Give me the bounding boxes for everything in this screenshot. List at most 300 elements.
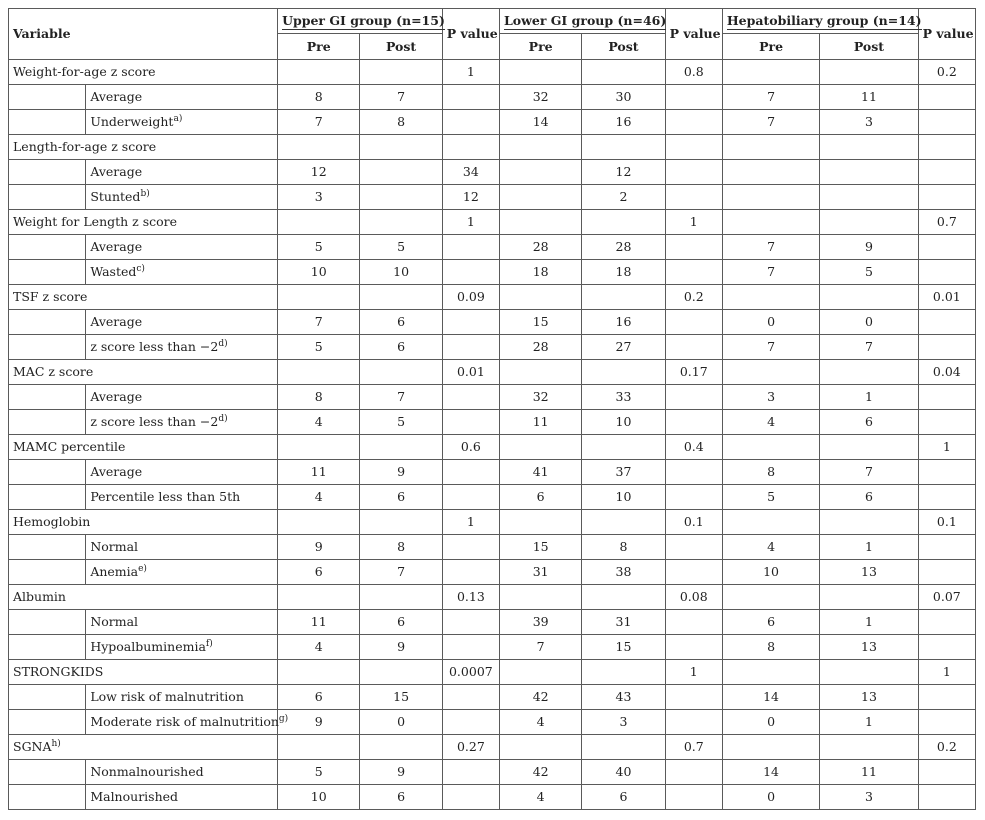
indent-cell: [9, 335, 86, 360]
hepato-pre-cell: 8: [722, 460, 819, 485]
category-row: [9, 135, 976, 160]
row-label-text: Nonmalnourished: [90, 764, 204, 779]
lower-pre-cell: 4: [499, 785, 581, 810]
lower-pre-cell: 39: [499, 610, 581, 635]
indent-cell: [9, 535, 86, 560]
table-row: [9, 335, 976, 360]
lower-p-value-cell: [665, 185, 722, 210]
post-header: Post: [360, 34, 442, 60]
lower-pre-cell: 28: [499, 235, 581, 260]
row-label-text: Normal: [90, 614, 139, 629]
upper-p-value-cell: [442, 135, 499, 160]
indent-cell: [9, 85, 86, 110]
upper-pre-cell: 10: [278, 785, 360, 810]
upper-post-cell: 9: [360, 760, 442, 785]
upper-post-cell: 8: [360, 110, 442, 135]
lower-post-cell: [582, 510, 665, 535]
footnote-marker: g): [278, 714, 289, 724]
lower-pre-cell: [499, 510, 581, 535]
table-row: [9, 760, 976, 785]
lower-p-value-cell: [665, 685, 722, 710]
subcategory-label: [86, 85, 278, 110]
category-label: [9, 285, 278, 310]
upper-post-cell: [360, 510, 442, 535]
hepato-p-value-cell: [918, 460, 975, 485]
hepato-pre-cell: [722, 185, 819, 210]
group-label: Lower GI group (n=46): [503, 13, 667, 28]
hepato-pre-cell: [722, 60, 819, 85]
hepato-post-cell: 3: [820, 110, 918, 135]
hepato-pre-cell: 7: [722, 110, 819, 135]
lower-p-value-cell: 1: [665, 210, 722, 235]
indent-cell: [9, 310, 86, 335]
lower-p-value-cell: 0.2: [665, 285, 722, 310]
indent-cell: [9, 635, 86, 660]
upper-p-value-cell: [442, 535, 499, 560]
hepato-pre-cell: [722, 210, 819, 235]
upper-pre-cell: 4: [278, 635, 360, 660]
hepato-post-cell: 1: [820, 610, 918, 635]
upper-post-cell: 7: [360, 385, 442, 410]
upper-post-cell: 0: [360, 710, 442, 735]
lower-post-cell: 31: [582, 610, 665, 635]
hepato-post-cell: 11: [820, 760, 918, 785]
indent-cell: [9, 160, 86, 185]
row-label-text: Weight-for-age z score: [13, 64, 156, 79]
hepato-pre-cell: 10: [722, 560, 819, 585]
row-label-text: Stunted: [90, 189, 141, 204]
upper-p-value-cell: [442, 785, 499, 810]
row-label-text: z score less than −2: [90, 339, 219, 354]
lower-p-value-cell: [665, 335, 722, 360]
upper-pre-cell: [278, 360, 360, 385]
category-label: [9, 585, 278, 610]
hepato-p-value-cell: [918, 135, 975, 160]
table-row: [9, 635, 976, 660]
category-label: [9, 360, 278, 385]
lower-post-cell: 18: [582, 260, 665, 285]
subcategory-label: [86, 410, 278, 435]
hepato-post-cell: [820, 160, 918, 185]
table-row: [9, 260, 976, 285]
hepato-p-value-cell: [918, 110, 975, 135]
table-row: [9, 785, 976, 810]
category-label: [9, 60, 278, 85]
hepato-post-cell: [820, 435, 918, 460]
upper-post-cell: [360, 60, 442, 85]
lower-p-value-cell: [665, 760, 722, 785]
upper-p-value-cell: [442, 635, 499, 660]
upper-pre-cell: 5: [278, 235, 360, 260]
table-row: [9, 460, 976, 485]
upper-post-cell: 7: [360, 560, 442, 585]
hepato-p-value-cell: 1: [918, 435, 975, 460]
footnote-marker: e): [138, 564, 147, 574]
hepato-p-value-cell: 0.1: [918, 510, 975, 535]
row-label-text: Average: [90, 389, 143, 404]
pre-header: Pre: [278, 34, 360, 60]
footnote-marker: h): [51, 739, 61, 749]
upper-pre-cell: 4: [278, 485, 360, 510]
table-row: [9, 85, 976, 110]
upper-pre-cell: 12: [278, 160, 360, 185]
upper-post-cell: [360, 435, 442, 460]
upper-pre-cell: [278, 510, 360, 535]
hepato-p-value-cell: [918, 85, 975, 110]
lower-post-cell: [582, 435, 665, 460]
indent-cell: [9, 235, 86, 260]
lower-post-cell: 37: [582, 460, 665, 485]
hepato-post-cell: [820, 360, 918, 385]
row-label-text: Average: [90, 164, 143, 179]
lower-post-cell: [582, 660, 665, 685]
hepato-post-cell: [820, 660, 918, 685]
subcategory-label: [86, 460, 278, 485]
group-label: Upper GI group (n=15): [282, 13, 445, 28]
upper-pre-cell: 9: [278, 710, 360, 735]
lower-pre-cell: 14: [499, 110, 581, 135]
upper-pre-cell: 4: [278, 410, 360, 435]
table-row: [9, 185, 976, 210]
row-label-text: Average: [90, 89, 143, 104]
hepato-p-value-cell: [918, 560, 975, 585]
subcategory-label: [86, 635, 278, 660]
upper-p-value-cell: [442, 110, 499, 135]
subcategory-label: [86, 610, 278, 635]
footnote-marker: c): [136, 264, 145, 274]
upper-post-cell: 6: [360, 610, 442, 635]
upper-p-value-cell: 0.13: [442, 585, 499, 610]
category-row: [9, 435, 976, 460]
hepato-p-value-cell: 0.2: [918, 60, 975, 85]
p-value-header: P value: [442, 9, 499, 60]
hepato-p-value-cell: [918, 635, 975, 660]
upper-p-value-cell: [442, 460, 499, 485]
category-label: [9, 510, 278, 535]
hepato-p-value-cell: [918, 185, 975, 210]
row-label-text: Length-for-age z score: [13, 139, 157, 154]
lower-post-cell: 3: [582, 710, 665, 735]
row-label-text: z score less than −2: [90, 414, 219, 429]
hepato-p-value-cell: [918, 410, 975, 435]
upper-pre-cell: 6: [278, 560, 360, 585]
hepato-pre-cell: 0: [722, 710, 819, 735]
lower-pre-cell: 7: [499, 635, 581, 660]
table-row: [9, 560, 976, 585]
upper-post-cell: 9: [360, 635, 442, 660]
lower-p-value-cell: 0.17: [665, 360, 722, 385]
upper-pre-cell: [278, 660, 360, 685]
lower-p-value-cell: 0.7: [665, 735, 722, 760]
lower-pre-cell: 28: [499, 335, 581, 360]
upper-pre-cell: 9: [278, 535, 360, 560]
upper-p-value-cell: [442, 485, 499, 510]
lower-pre-cell: [499, 60, 581, 85]
lower-p-value-cell: [665, 110, 722, 135]
lower-p-value-cell: [665, 410, 722, 435]
row-label-text: Weight for Length z score: [13, 214, 178, 229]
hepato-post-cell: [820, 285, 918, 310]
p-value-header: P value: [918, 9, 975, 60]
table-row: [9, 160, 976, 185]
upper-pre-cell: 8: [278, 385, 360, 410]
lower-post-cell: [582, 360, 665, 385]
table-row: [9, 110, 976, 135]
lower-p-value-cell: 0.08: [665, 585, 722, 610]
row-label-text: Normal: [90, 539, 139, 554]
header-row-groups: [9, 9, 976, 34]
lower-post-cell: [582, 735, 665, 760]
lower-pre-cell: 15: [499, 310, 581, 335]
p-value-header: P value: [665, 9, 722, 60]
lower-pre-cell: [499, 210, 581, 235]
lower-pre-cell: 32: [499, 85, 581, 110]
upper-post-cell: 6: [360, 335, 442, 360]
hepato-p-value-cell: [918, 535, 975, 560]
row-label-text: MAC z score: [13, 364, 94, 379]
lower-post-cell: 10: [582, 485, 665, 510]
indent-cell: [9, 560, 86, 585]
hepato-p-value-cell: [918, 310, 975, 335]
hepato-post-cell: 11: [820, 85, 918, 110]
upper-post-cell: [360, 735, 442, 760]
upper-pre-cell: 5: [278, 760, 360, 785]
variable-header: Variable: [9, 9, 278, 60]
pre-header: Pre: [499, 34, 581, 60]
hepato-p-value-cell: [918, 685, 975, 710]
lower-p-value-cell: 1: [665, 660, 722, 685]
subcategory-label: [86, 310, 278, 335]
lower-pre-cell: [499, 435, 581, 460]
upper-p-value-cell: 1: [442, 60, 499, 85]
hepato-p-value-cell: [918, 235, 975, 260]
hepato-post-cell: [820, 135, 918, 160]
lower-post-cell: 8: [582, 535, 665, 560]
group-label: Hepatobiliary group (n=14): [726, 13, 922, 28]
lower-pre-cell: 32: [499, 385, 581, 410]
hepato-post-cell: 13: [820, 560, 918, 585]
lower-pre-cell: 15: [499, 535, 581, 560]
upper-p-value-cell: [442, 335, 499, 360]
hepato-p-value-cell: 0.04: [918, 360, 975, 385]
subcategory-label: [86, 260, 278, 285]
hepato-post-cell: [820, 210, 918, 235]
hepato-pre-cell: [722, 135, 819, 160]
indent-cell: [9, 760, 86, 785]
hepato-p-value-cell: [918, 710, 975, 735]
lower-p-value-cell: [665, 460, 722, 485]
hepato-post-cell: [820, 585, 918, 610]
upper-p-value-cell: 0.01: [442, 360, 499, 385]
group-header-lower-gi: [499, 9, 665, 34]
hepato-post-cell: 13: [820, 685, 918, 710]
row-label-text: Average: [90, 464, 143, 479]
row-label-text: Underweight: [90, 114, 174, 129]
footnote-marker: a): [173, 114, 183, 124]
upper-pre-cell: [278, 135, 360, 160]
hepato-post-cell: [820, 185, 918, 210]
category-label: [9, 210, 278, 235]
upper-p-value-cell: 0.27: [442, 735, 499, 760]
category-row: [9, 360, 976, 385]
upper-p-value-cell: 1: [442, 510, 499, 535]
upper-post-cell: [360, 285, 442, 310]
upper-p-value-cell: 0.6: [442, 435, 499, 460]
lower-p-value-cell: 0.8: [665, 60, 722, 85]
lower-post-cell: [582, 135, 665, 160]
post-header: Post: [582, 34, 665, 60]
lower-post-cell: 33: [582, 385, 665, 410]
upper-pre-cell: [278, 585, 360, 610]
table-body: [9, 60, 976, 810]
upper-p-value-cell: [442, 685, 499, 710]
upper-pre-cell: [278, 285, 360, 310]
lower-post-cell: 28: [582, 235, 665, 260]
upper-post-cell: 9: [360, 460, 442, 485]
hepato-pre-cell: 8: [722, 635, 819, 660]
upper-p-value-cell: [442, 560, 499, 585]
lower-post-cell: 38: [582, 560, 665, 585]
subcategory-label: [86, 385, 278, 410]
group-header-hepatobiliary: [722, 9, 922, 34]
upper-pre-cell: 10: [278, 260, 360, 285]
hepato-pre-cell: 4: [722, 535, 819, 560]
category-label: [9, 735, 278, 760]
hepato-post-cell: 5: [820, 260, 918, 285]
lower-p-value-cell: [665, 235, 722, 260]
lower-pre-cell: [499, 660, 581, 685]
upper-post-cell: [360, 585, 442, 610]
category-row: [9, 210, 976, 235]
upper-pre-cell: 11: [278, 460, 360, 485]
indent-cell: [9, 685, 86, 710]
upper-post-cell: 5: [360, 410, 442, 435]
indent-cell: [9, 110, 86, 135]
lower-post-cell: [582, 210, 665, 235]
lower-pre-cell: 18: [499, 260, 581, 285]
row-label-text: Average: [90, 239, 143, 254]
lower-p-value-cell: [665, 635, 722, 660]
category-row: [9, 510, 976, 535]
indent-cell: [9, 710, 86, 735]
upper-pre-cell: [278, 210, 360, 235]
table-row: [9, 610, 976, 635]
lower-post-cell: 2: [582, 185, 665, 210]
indent-cell: [9, 785, 86, 810]
indent-cell: [9, 460, 86, 485]
table-row: [9, 235, 976, 260]
subcategory-label: [86, 335, 278, 360]
upper-post-cell: 7: [360, 85, 442, 110]
footnote-marker: f): [205, 639, 213, 649]
lower-pre-cell: [499, 160, 581, 185]
table-row: [9, 535, 976, 560]
category-label: [9, 660, 278, 685]
subcategory-label: [86, 685, 278, 710]
hepato-pre-cell: [722, 435, 819, 460]
upper-post-cell: 15: [360, 685, 442, 710]
hepato-p-value-cell: 0.01: [918, 285, 975, 310]
hepato-p-value-cell: 0.07: [918, 585, 975, 610]
hepato-pre-cell: 14: [722, 760, 819, 785]
table-row: [9, 310, 976, 335]
subcategory-label: [86, 560, 278, 585]
lower-post-cell: 15: [582, 635, 665, 660]
row-label-text: Malnourished: [90, 789, 179, 804]
table-row: [9, 710, 976, 735]
upper-p-value-cell: [442, 260, 499, 285]
row-label-text: TSF z score: [13, 289, 88, 304]
hepato-p-value-cell: [918, 260, 975, 285]
hepato-post-cell: [820, 510, 918, 535]
upper-p-value-cell: [442, 760, 499, 785]
table-row: [9, 485, 976, 510]
hepato-p-value-cell: [918, 335, 975, 360]
hepato-post-cell: 3: [820, 785, 918, 810]
lower-p-value-cell: [665, 135, 722, 160]
hepato-post-cell: 7: [820, 460, 918, 485]
row-label-text: Low risk of malnutrition: [90, 689, 244, 704]
upper-pre-cell: 5: [278, 335, 360, 360]
hepato-p-value-cell: 0.2: [918, 735, 975, 760]
lower-p-value-cell: [665, 610, 722, 635]
category-row: [9, 60, 976, 85]
upper-p-value-cell: [442, 235, 499, 260]
indent-cell: [9, 260, 86, 285]
category-row: [9, 285, 976, 310]
subcategory-label: [86, 185, 278, 210]
indent-cell: [9, 385, 86, 410]
upper-post-cell: [360, 160, 442, 185]
lower-post-cell: 30: [582, 85, 665, 110]
lower-p-value-cell: [665, 385, 722, 410]
footnote-marker: d): [218, 339, 228, 349]
upper-p-value-cell: [442, 410, 499, 435]
hepato-pre-cell: 0: [722, 310, 819, 335]
hepato-pre-cell: [722, 660, 819, 685]
lower-p-value-cell: [665, 560, 722, 585]
lower-p-value-cell: 0.1: [665, 510, 722, 535]
lower-post-cell: 12: [582, 160, 665, 185]
upper-pre-cell: [278, 60, 360, 85]
indent-cell: [9, 610, 86, 635]
upper-pre-cell: 7: [278, 110, 360, 135]
subcategory-label: [86, 710, 289, 735]
row-label-text: Albumin: [13, 589, 66, 604]
post-header: Post: [820, 34, 918, 60]
indent-cell: [9, 410, 86, 435]
hepato-pre-cell: 14: [722, 685, 819, 710]
indent-cell: [9, 485, 86, 510]
hepato-p-value-cell: 0.7: [918, 210, 975, 235]
upper-pre-cell: 8: [278, 85, 360, 110]
hepato-pre-cell: [722, 285, 819, 310]
upper-post-cell: [360, 660, 442, 685]
subcategory-label: [86, 160, 278, 185]
hepato-post-cell: 6: [820, 485, 918, 510]
hepato-pre-cell: 6: [722, 610, 819, 635]
upper-post-cell: 6: [360, 310, 442, 335]
lower-pre-cell: 42: [499, 685, 581, 710]
lower-p-value-cell: [665, 310, 722, 335]
upper-p-value-cell: 0.09: [442, 285, 499, 310]
upper-post-cell: 5: [360, 235, 442, 260]
upper-pre-cell: 7: [278, 310, 360, 335]
lower-post-cell: [582, 60, 665, 85]
category-row: [9, 660, 976, 685]
hepato-pre-cell: 4: [722, 410, 819, 435]
upper-post-cell: [360, 185, 442, 210]
